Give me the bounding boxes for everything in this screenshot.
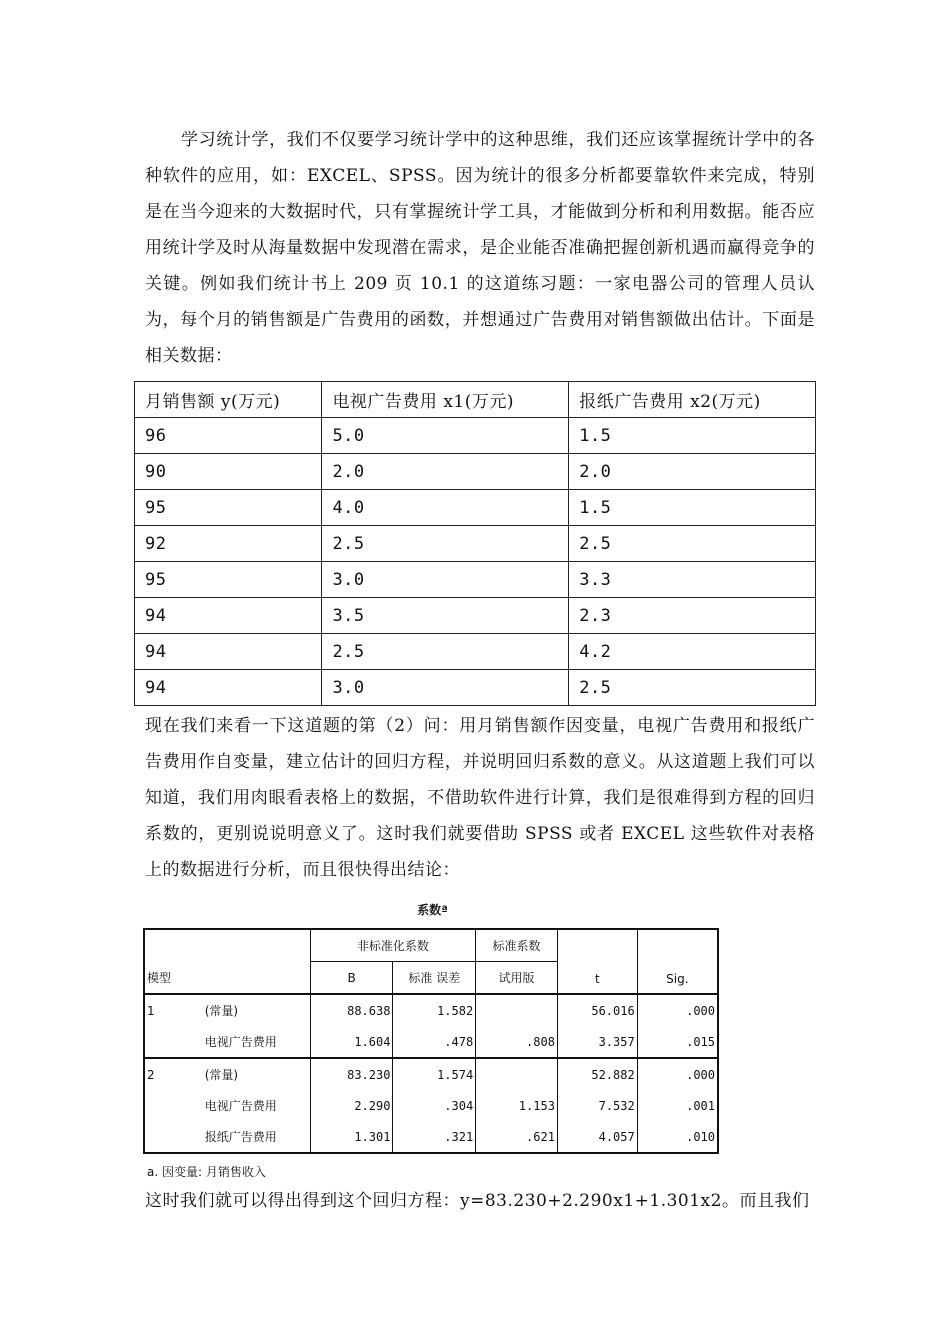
table-cell: 2.3 [569,598,816,634]
coef-row [144,1121,718,1153]
coef-cell-se: .478 [393,1026,476,1058]
table-row [135,598,816,634]
coef-header-row-1 [144,929,718,962]
coef-cell-se: .304 [393,1090,476,1121]
coef-cell-beta [476,1058,558,1090]
header-t: t [557,929,637,994]
table-cell: 94 [135,634,322,670]
coef-row [144,1058,718,1090]
coef-cell-var: 电视广告费用 [204,1035,277,1049]
table-cell: 2.5 [322,634,569,670]
table-cell: 2.0 [569,454,816,490]
coef-cell-sig: .001 [637,1090,718,1121]
coef-cell-beta: .621 [476,1121,558,1153]
header-se: 标准 误差 [393,962,476,995]
table-row [135,418,816,454]
coef-cell-sig: .010 [637,1121,718,1153]
table-cell: 95 [135,562,322,598]
table-cell: 2.5 [569,670,816,706]
table-cell: 95 [135,490,322,526]
coef-cell-b: 88.638 [310,994,393,1026]
coef-cell-var: 报纸广告费用 [204,1130,277,1144]
header-cell-x2: 报纸广告费用 x2(万元) [569,382,816,418]
table-cell: 3.5 [322,598,569,634]
coef-cell-t: 56.016 [557,994,637,1026]
table-row [135,526,816,562]
coef-footnote: a. 因变量: 月销售收入 [147,1165,266,1179]
coef-cell-beta: 1.153 [476,1090,558,1121]
table-cell: 2.5 [322,526,569,562]
table-cell: 3.0 [322,562,569,598]
table-cell: 2.5 [569,526,816,562]
header-unstd: 非标准化系数 [310,929,476,962]
coef-cell-model [144,1090,201,1121]
table-cell: 90 [135,454,322,490]
table-cell: 1.5 [569,490,816,526]
intro-paragraph: 学习统计学，我们不仅要学习统计学中的这种思维，我们还应该掌握统计学中的各种软件的应用，如：EXCEL、SPSS。因为统计的很多分析都要靠软件来完成，特别是在当今迎来的大数据时代，只有掌握统计学工具，才能做到分析和利用数据。能否应用统计学及时从海量数据中发现潜在需求，是企业能否准确把握创新机遇而赢得竞争的关键。例如我们统计书上 209 页 10.1 的这道练习题：一家电器公司的管理人员认为，每个月的销售额是广告费用的函数，并想通过广告费用对销售额做出估计。下面是相关数据： [145,130,815,366]
table-row [135,634,816,670]
header-trial: 试用版 [476,962,558,995]
header-cell-y: 月销售额 y(万元) [135,382,322,418]
header-model: 模型 [147,971,172,985]
conclusion-paragraph: 这时我们就可以得出得到这个回归方程：y=83.230+2.290x1+1.301x2。而且我们 [145,1191,810,1211]
table-row [135,490,816,526]
question-paragraph: 现在我们来看一下这道题的第（2）问：用月销售额作因变量，电视广告费用和报纸广告费用作自变量，建立估计的回归方程，并说明回归系数的意义。从这道题上我们可以知道，我们用肉眼看表格上的数据，不借助软件进行计算，我们是很难得到方程的回归系数的，更别说说明意义了。这时我们就要借助 SPSS 或者 EXCEL 这些软件对表格上的数据进行分析，而且很快得出结论： [145,716,815,880]
header-cell-x1: 电视广告费用 x1(万元) [322,382,569,418]
coef-row [144,1090,718,1121]
coef-cell-var: (常量) [201,1058,310,1090]
coef-cell-b: 2.290 [310,1090,393,1121]
coef-cell-b: 83.230 [310,1058,393,1090]
coef-cell-se: .321 [393,1121,476,1153]
coef-cell-sig: .000 [637,1058,718,1090]
table-cell: 3.3 [569,562,816,598]
coef-row [144,1026,718,1058]
coef-cell-se: 1.574 [393,1058,476,1090]
coef-cell-t: 52.882 [557,1058,637,1090]
coef-cell-model: 2 [144,1058,201,1090]
header-b: B [310,962,393,995]
table-cell: 1.5 [569,418,816,454]
coef-cell-var: 电视广告费用 [204,1099,277,1113]
sales-data-table [134,381,816,706]
table-cell: 3.0 [322,670,569,706]
coef-cell-sig: .015 [637,1026,718,1058]
coef-cell-b: 1.604 [310,1026,393,1058]
coef-cell-beta: .808 [476,1026,558,1058]
coef-cell-b: 1.301 [310,1121,393,1153]
coef-cell-model: 1 [144,994,201,1026]
table-cell: 2.0 [322,454,569,490]
coef-cell-sig: .000 [637,994,718,1026]
coef-cell-t: 7.532 [557,1090,637,1121]
table-cell: 5.0 [322,418,569,454]
header-sig: Sig. [637,929,718,994]
table-row [135,454,816,490]
table-row [135,562,816,598]
table-header-row [135,382,816,418]
coefficients-table [143,928,719,1154]
table-cell: 92 [135,526,322,562]
coef-cell-t: 4.057 [557,1121,637,1153]
coef-row [144,994,718,1026]
table-cell: 4.0 [322,490,569,526]
table-cell: 4.2 [569,634,816,670]
coef-cell-se: 1.582 [393,994,476,1026]
coef-cell-t: 3.357 [557,1026,637,1058]
table-row [135,670,816,706]
coef-cell-var: (常量) [201,994,310,1026]
coef-cell-model [144,1121,201,1153]
table-cell: 96 [135,418,322,454]
table-cell: 94 [135,670,322,706]
table-cell: 94 [135,598,322,634]
coef-cell-model [144,1026,201,1058]
coef-cell-beta [476,994,558,1026]
header-std: 标准系数 [476,929,558,962]
coef-table-title: 系数ª [417,903,448,917]
